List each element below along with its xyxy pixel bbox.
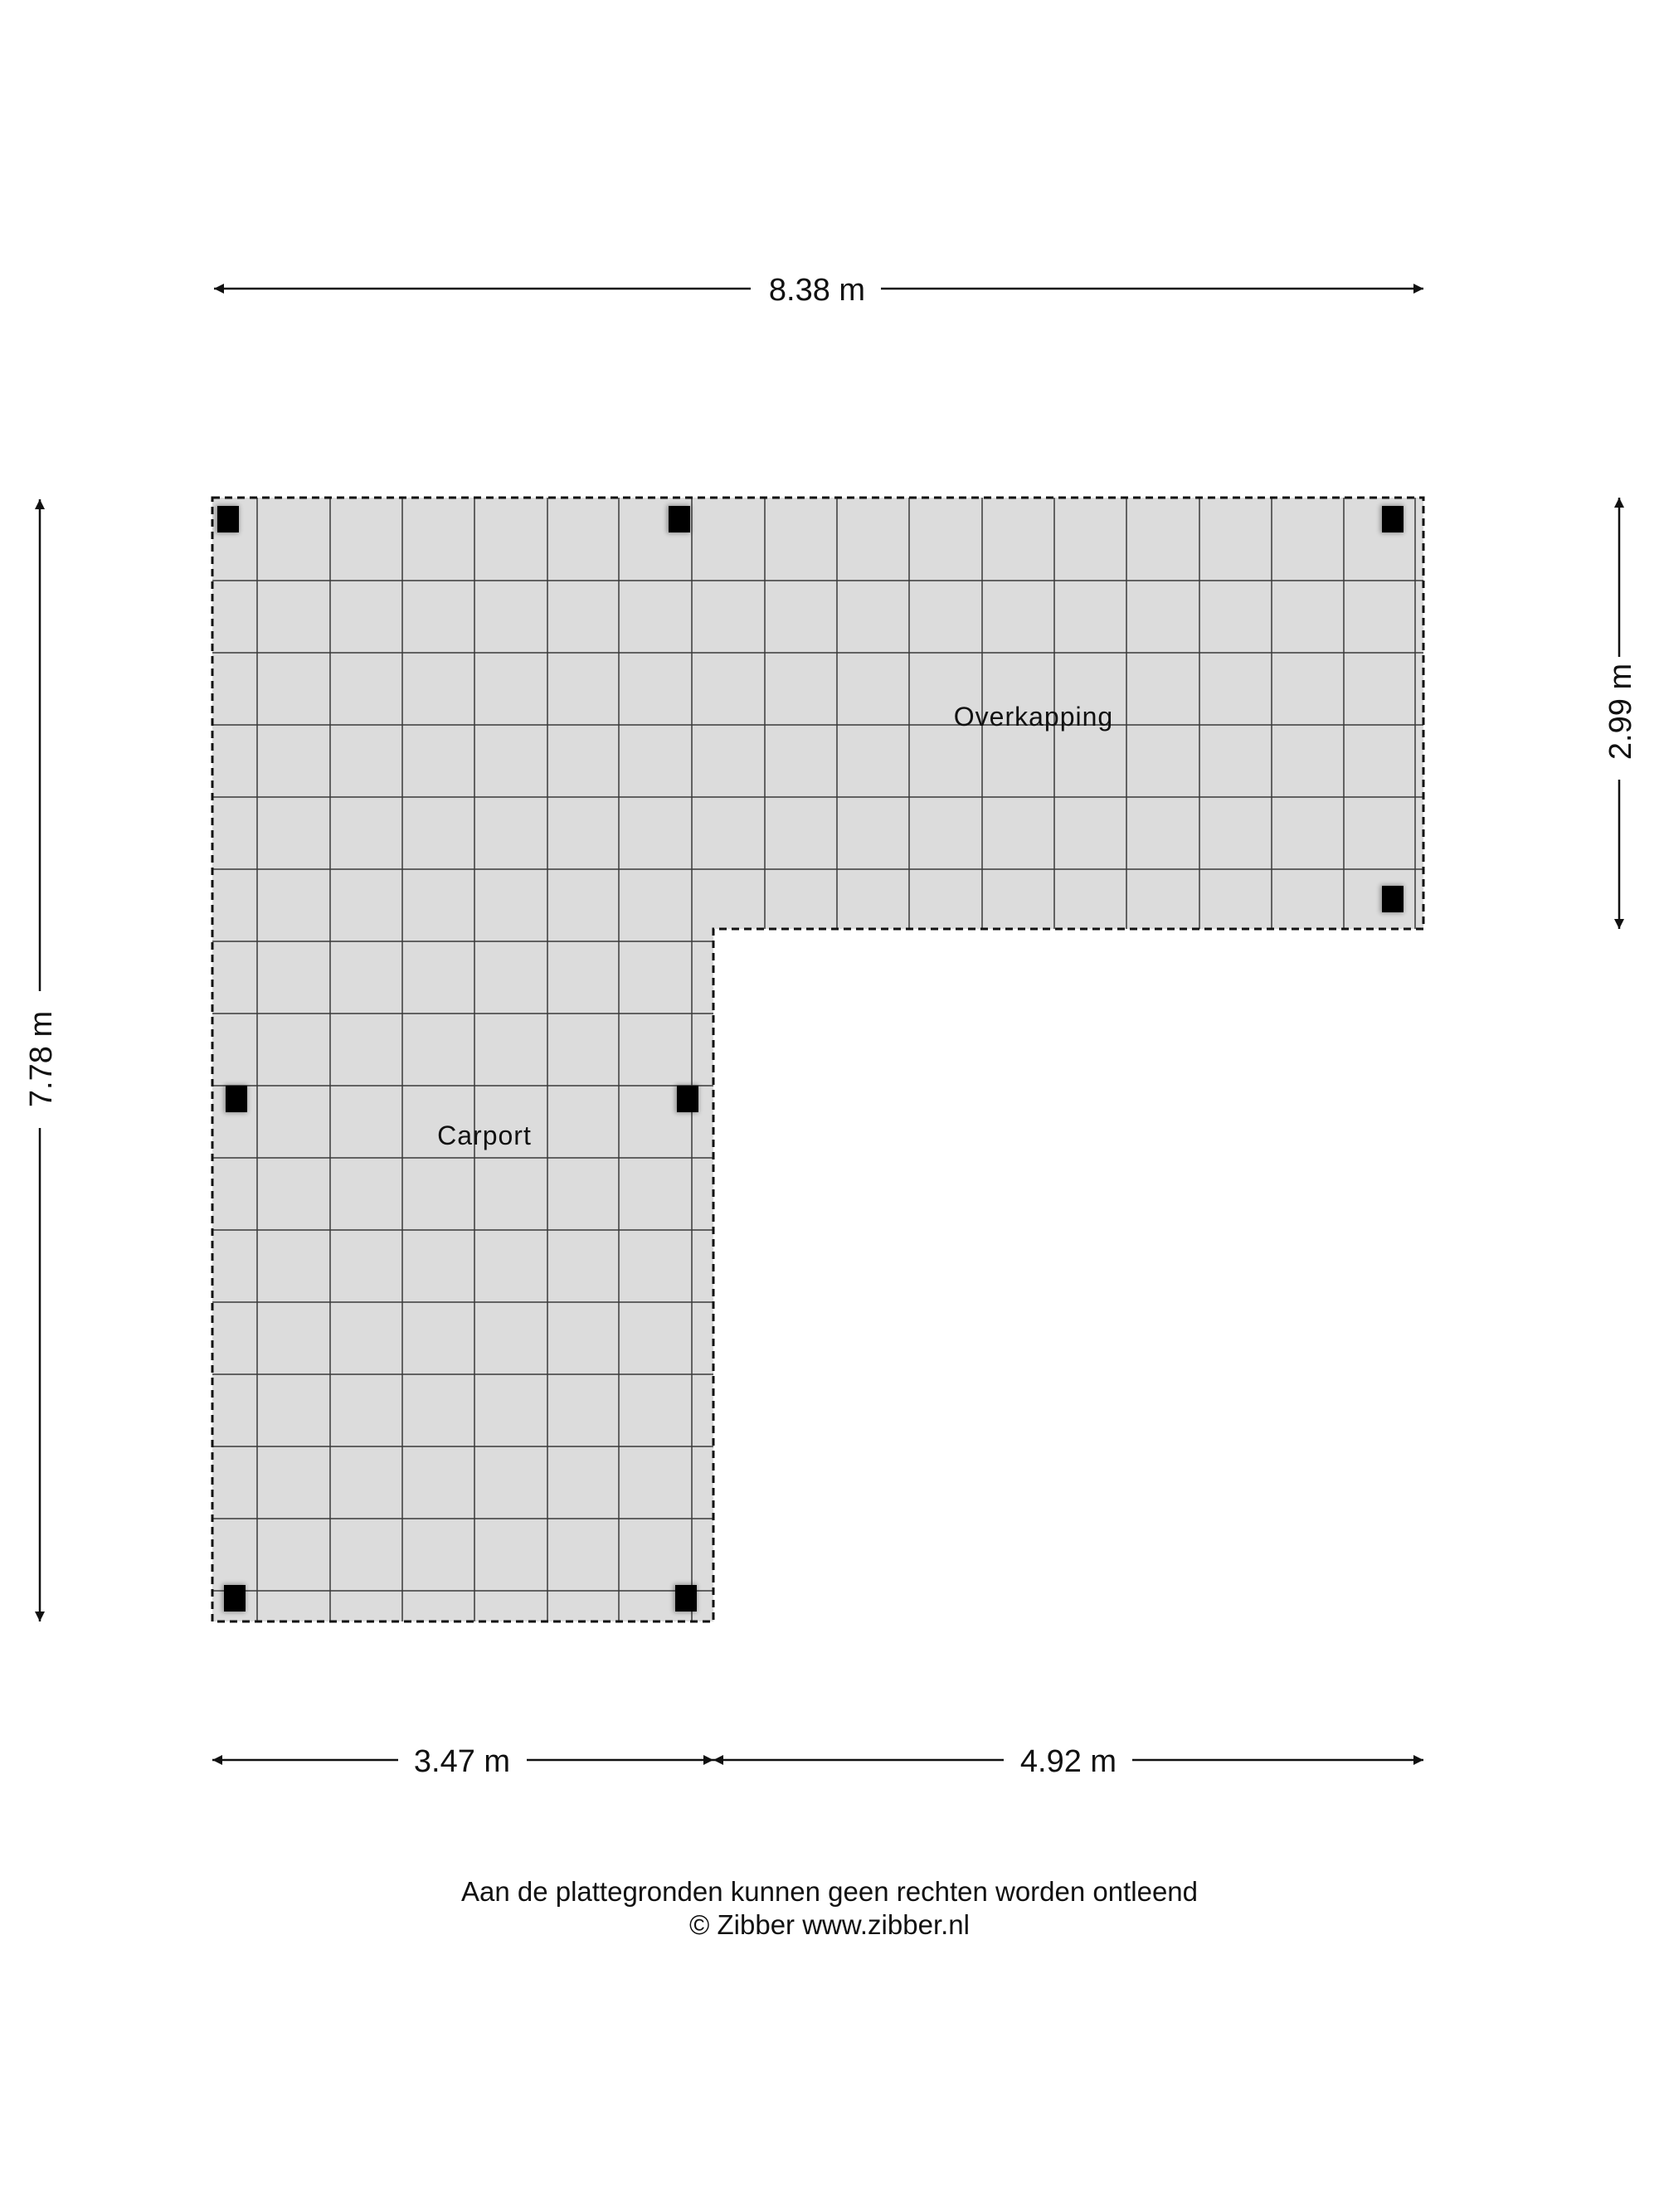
floor-area xyxy=(212,498,1423,1621)
room-label-overkapping: Overkapping xyxy=(953,702,1114,732)
post xyxy=(224,1085,247,1113)
post xyxy=(674,1584,697,1612)
dimension-right-height xyxy=(1603,498,1638,929)
dimension-bottom-right-width xyxy=(713,1744,1423,1779)
post xyxy=(675,1085,698,1113)
dimension-label: 4.92 m xyxy=(1019,1744,1117,1779)
dimension-label: 8.38 m xyxy=(768,273,866,308)
post xyxy=(216,505,239,533)
post xyxy=(1380,505,1404,533)
dimension-top-width xyxy=(214,273,1423,308)
dimension-label: 7.78 m xyxy=(24,1010,59,1108)
dimension-left-height xyxy=(24,499,59,1621)
dimension-bottom-left-width xyxy=(212,1744,713,1779)
footer-copyright: © Zibber www.zibber.nl xyxy=(689,1909,970,1940)
post xyxy=(667,505,690,533)
dimension-label: 2.99 m xyxy=(1603,663,1638,761)
dimension-label: 3.47 m xyxy=(413,1744,511,1779)
post xyxy=(1380,885,1404,913)
footer-disclaimer: Aan de plattegronden kunnen geen rechten worden ontleend xyxy=(460,1876,1199,1907)
post xyxy=(222,1584,246,1612)
floor-fill xyxy=(212,498,1423,1621)
room-label-carport: Carport xyxy=(437,1121,532,1150)
